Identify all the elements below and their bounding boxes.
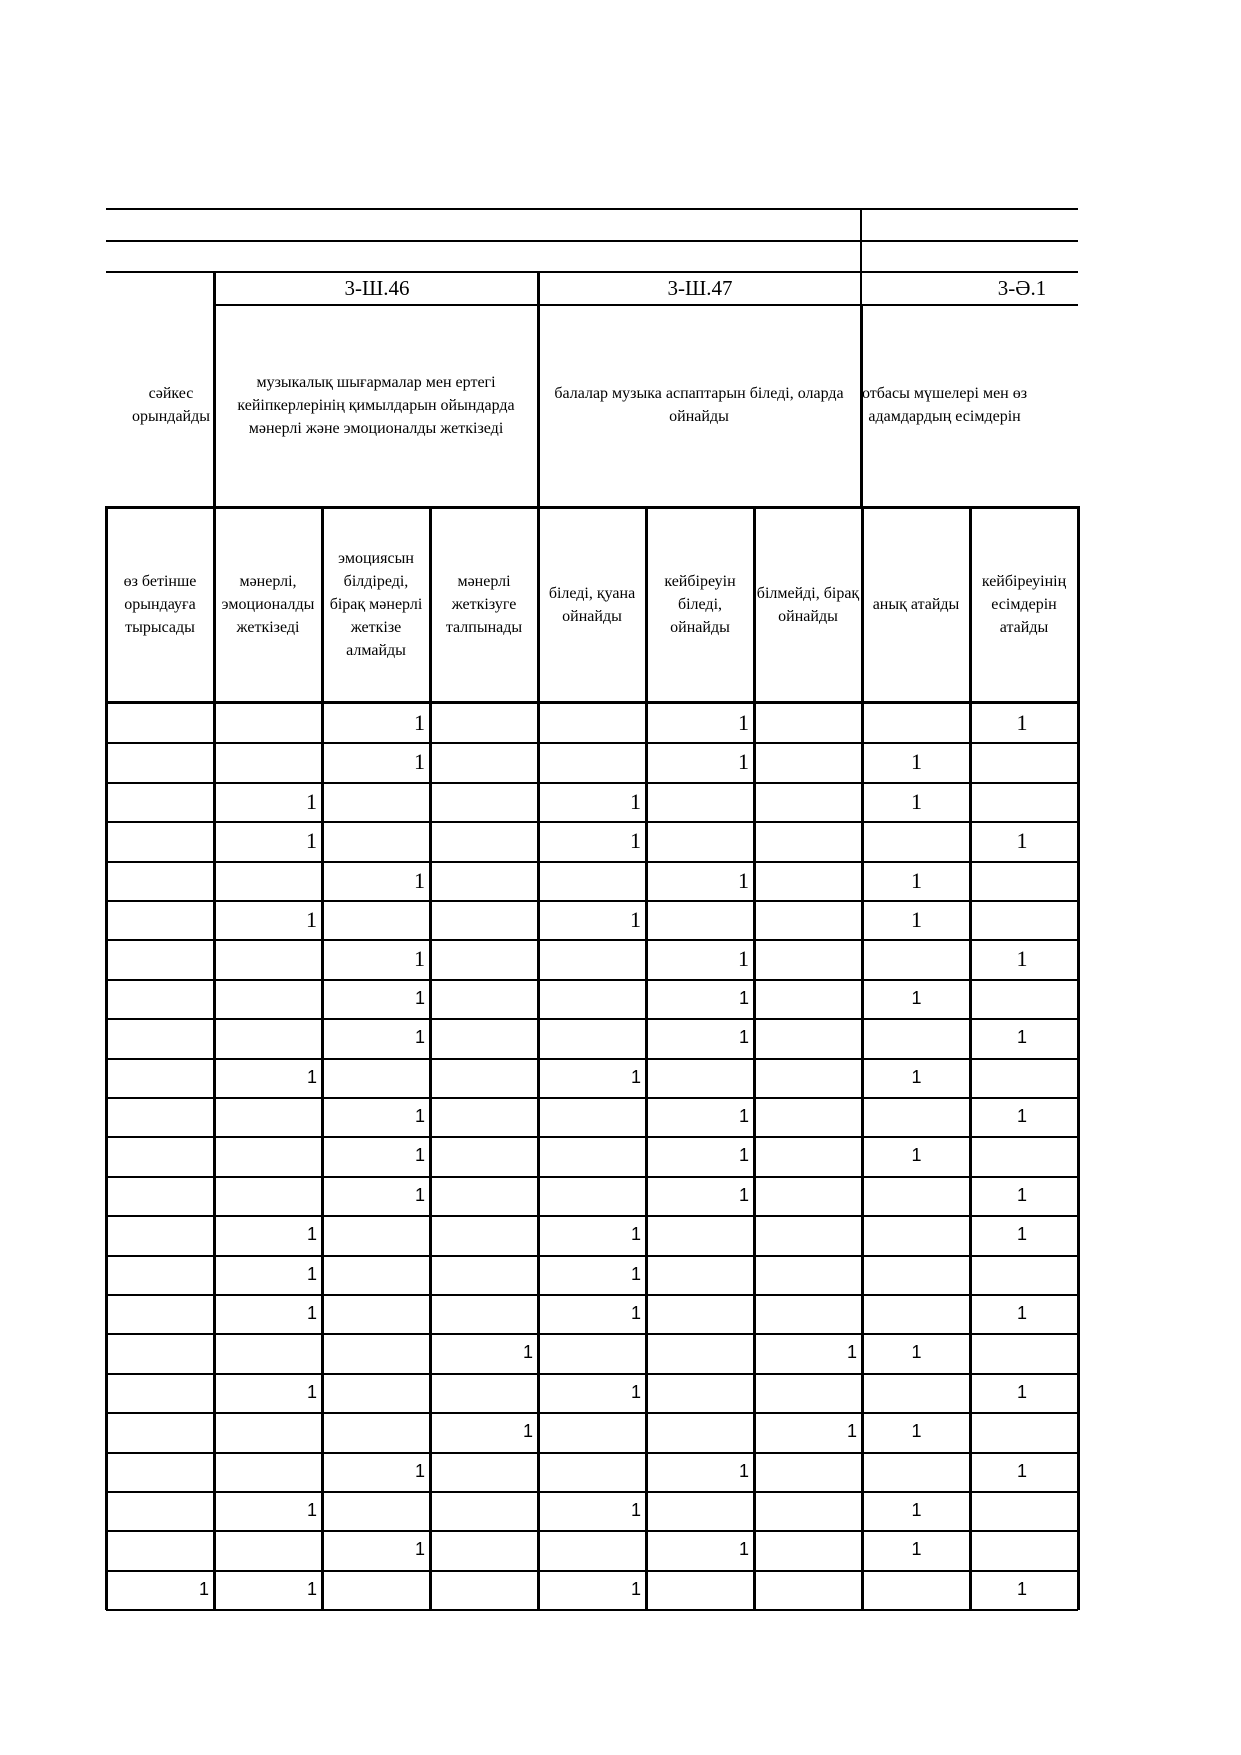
table-cell — [648, 821, 753, 860]
table-cell — [108, 703, 213, 742]
column-divider — [860, 208, 862, 304]
table-cell: 1 — [630, 1579, 641, 1599]
table-cell — [540, 1018, 645, 1057]
table-cell: 1 — [414, 1539, 425, 1559]
table-cell — [972, 1058, 1072, 1097]
table-cell — [756, 1215, 861, 1254]
table-cell — [648, 782, 753, 821]
table-cell: 1 — [846, 1421, 857, 1441]
table-cell — [864, 1176, 969, 1215]
table-cell: 1 — [414, 1185, 425, 1205]
table-cell — [540, 1136, 645, 1175]
table-cell — [324, 1412, 429, 1451]
table-cell — [864, 1373, 969, 1412]
table-cell — [540, 939, 645, 978]
table-cell — [648, 1491, 753, 1530]
table-cell — [972, 782, 1072, 821]
table-cell — [972, 1255, 1072, 1294]
table-cell — [324, 1570, 429, 1609]
table-cell: 1 — [306, 1579, 317, 1599]
group-description: отбасы мүшелері мен өз адамдардың есімдерін — [862, 385, 1028, 425]
table-cell: 1 — [911, 867, 922, 893]
table-cell — [108, 1530, 213, 1569]
table-cell — [648, 1215, 753, 1254]
table-cell: 1 — [306, 1264, 317, 1284]
table-cell — [540, 742, 645, 781]
table-cell — [324, 1373, 429, 1412]
table-cell: 1 — [738, 867, 749, 893]
table-cell: 1 — [414, 867, 425, 893]
table-cell — [432, 821, 537, 860]
table-cell — [648, 900, 753, 939]
group-code: 3-Ш.47 — [667, 276, 733, 300]
table-cell: 1 — [911, 1145, 922, 1165]
table-cell: 1 — [306, 1382, 317, 1402]
table-cell — [108, 1294, 213, 1333]
table-cell — [756, 1570, 861, 1609]
table-cell — [648, 1058, 753, 1097]
table-cell — [540, 1452, 645, 1491]
table-cell — [108, 979, 213, 1018]
table-cell — [108, 1176, 213, 1215]
table-cell — [216, 1176, 321, 1215]
header-line — [106, 271, 1078, 273]
table-cell — [972, 861, 1072, 900]
table-cell: 1 — [738, 1106, 749, 1126]
table-cell — [324, 1255, 429, 1294]
table-cell: 1 — [630, 1382, 641, 1402]
table-cell — [432, 861, 537, 900]
group-code: 3-Ш.46 — [344, 276, 410, 300]
table-cell — [648, 1412, 753, 1451]
table-cell — [432, 900, 537, 939]
table-cell — [972, 1136, 1072, 1175]
table-cell: 1 — [1016, 709, 1028, 735]
table-cell — [648, 1333, 753, 1372]
table-cell: 1 — [738, 988, 749, 1008]
table-cell — [216, 1452, 321, 1491]
table-cell — [324, 1333, 429, 1372]
table-cell — [216, 703, 321, 742]
table-cell: 1 — [630, 1224, 641, 1244]
table-cell — [108, 900, 213, 939]
table-cell — [216, 1097, 321, 1136]
column-subheader: білмейді, бірақ ойнайды — [756, 584, 860, 625]
group-description: балалар музыка аспаптарын біледі, оларда ойнайды — [554, 385, 844, 425]
table-cell — [540, 1176, 645, 1215]
group-code: 3-Ә.1 — [997, 276, 1047, 300]
table-cell: 1 — [414, 945, 425, 971]
table-cell — [108, 1215, 213, 1254]
table-cell — [756, 703, 861, 742]
table-cell — [216, 939, 321, 978]
table-cell — [756, 900, 861, 939]
table-cell — [756, 742, 861, 781]
table-cell — [432, 1136, 537, 1175]
table-cell: 1 — [630, 1067, 641, 1087]
table-cell — [108, 782, 213, 821]
table-cell: 1 — [738, 709, 749, 735]
table-cell — [756, 979, 861, 1018]
table-cell — [540, 1097, 645, 1136]
table-cell: 1 — [738, 1027, 749, 1047]
table-cell: 1 — [1016, 1382, 1027, 1402]
table-cell: 1 — [198, 1579, 209, 1599]
table-cell — [864, 703, 969, 742]
table-cell — [540, 861, 645, 900]
table-cell — [648, 1255, 753, 1294]
group-description: сәйкес орындайды — [131, 385, 210, 425]
table-cell: 1 — [738, 748, 749, 774]
table-cell — [324, 900, 429, 939]
table-cell — [108, 1412, 213, 1451]
table-cell — [540, 703, 645, 742]
table-cell: 1 — [1016, 827, 1028, 853]
table-cell — [648, 1570, 753, 1609]
column-subheader: кейбіреуінің есімдерін атайды — [981, 573, 1067, 636]
table-cell — [216, 1136, 321, 1175]
table-cell — [432, 1058, 537, 1097]
column-subheader: біледі, қуана ойнайды — [548, 584, 636, 625]
table-cell — [756, 1136, 861, 1175]
table-cell: 1 — [738, 1185, 749, 1205]
table-cell — [432, 1255, 537, 1294]
table-cell — [972, 979, 1072, 1018]
table-cell — [432, 979, 537, 1018]
table-cell — [108, 742, 213, 781]
table-cell: 1 — [1016, 1185, 1027, 1205]
table-cell: 1 — [630, 906, 641, 932]
table-cell: 1 — [630, 1264, 641, 1284]
table-cell — [432, 939, 537, 978]
table-cell — [324, 1215, 429, 1254]
table-cell — [756, 1255, 861, 1294]
table-cell — [864, 1570, 969, 1609]
table-cell: 1 — [630, 827, 641, 853]
table-cell: 1 — [911, 788, 922, 814]
table-cell — [432, 742, 537, 781]
table-cell — [864, 821, 969, 860]
table-cell: 1 — [1016, 1027, 1027, 1047]
table-cell — [108, 861, 213, 900]
table-cell: 1 — [911, 1342, 922, 1362]
table-cell — [432, 1215, 537, 1254]
table-cell: 1 — [414, 988, 425, 1008]
table-cell — [108, 1491, 213, 1530]
table-cell: 1 — [1016, 1224, 1027, 1244]
table-cell — [324, 821, 429, 860]
header-line — [106, 240, 1078, 242]
group-description: музыкалық шығармалар мен ертегі кейіпкерлерінің қимылдарын ойындарда мәнерлі және эмоционалды жеткізеді — [237, 373, 515, 437]
table-cell — [432, 1570, 537, 1609]
table-cell — [108, 1018, 213, 1057]
table-cell — [864, 1452, 969, 1491]
table-cell — [108, 939, 213, 978]
description-row — [106, 306, 1078, 506]
table-cell — [108, 1373, 213, 1412]
column-subheader: мәнерлі жеткізуге талпынады — [445, 573, 523, 636]
column-subheader: анық атайды — [872, 596, 960, 613]
table-cell — [432, 782, 537, 821]
table-cell — [108, 1136, 213, 1175]
table-cell — [108, 1255, 213, 1294]
table-cell — [216, 861, 321, 900]
table-cell: 1 — [630, 1303, 641, 1323]
table-cell — [216, 1018, 321, 1057]
table-cell: 1 — [911, 748, 922, 774]
table-cell — [216, 1333, 321, 1372]
table-cell — [972, 742, 1072, 781]
table-cell — [108, 1333, 213, 1372]
table-cell — [432, 1176, 537, 1215]
table-cell — [432, 1294, 537, 1333]
table-cell: 1 — [911, 906, 922, 932]
table-cell: 1 — [414, 1106, 425, 1126]
table-cell: 1 — [1016, 1303, 1027, 1323]
table-cell — [864, 1018, 969, 1057]
table-cell — [864, 939, 969, 978]
table-cell: 1 — [911, 1539, 922, 1559]
table-cell: 1 — [630, 788, 641, 814]
table-cell — [972, 1412, 1072, 1451]
table-cell — [648, 1373, 753, 1412]
table-cell — [756, 939, 861, 978]
table-cell — [432, 1491, 537, 1530]
table-cell: 1 — [1016, 1461, 1027, 1481]
table-cell — [324, 782, 429, 821]
table-cell: 1 — [306, 1500, 317, 1520]
table-cell — [432, 703, 537, 742]
table-cell — [756, 1491, 861, 1530]
table-cell — [864, 1097, 969, 1136]
table-cell — [324, 1294, 429, 1333]
table-cell: 1 — [911, 1067, 922, 1087]
table-cell — [108, 1097, 213, 1136]
table-cell — [756, 782, 861, 821]
table-cell: 1 — [911, 1421, 922, 1441]
table-cell — [972, 1530, 1072, 1569]
table-cell — [216, 742, 321, 781]
column-subheader: кейбіреуін біледі, ойнайды — [664, 573, 736, 636]
table-cell: 1 — [306, 788, 317, 814]
table-cell — [756, 821, 861, 860]
table-cell: 1 — [1016, 1579, 1027, 1599]
table-cell: 1 — [306, 827, 317, 853]
table-cell — [864, 1255, 969, 1294]
table-cell: 1 — [414, 1027, 425, 1047]
table-cell — [756, 861, 861, 900]
table-cell: 1 — [414, 1145, 425, 1165]
row-border — [106, 1609, 1078, 1611]
table-cell — [540, 979, 645, 1018]
table-cell — [756, 1294, 861, 1333]
table-cell — [108, 821, 213, 860]
table-cell: 1 — [846, 1342, 857, 1362]
table-cell: 1 — [414, 709, 425, 735]
table-cell — [432, 1373, 537, 1412]
table-cell: 1 — [522, 1342, 533, 1362]
table-cell — [756, 1097, 861, 1136]
table-cell — [216, 1530, 321, 1569]
table-cell — [432, 1018, 537, 1057]
column-subheader: эмоциясын білдіреді, бірақ мәнерлі жеткізе алмайды — [329, 550, 423, 659]
table-cell — [108, 1452, 213, 1491]
table-cell: 1 — [414, 748, 425, 774]
table-cell: 1 — [1016, 1106, 1027, 1126]
table-cell: 1 — [522, 1421, 533, 1441]
table-cell — [108, 1058, 213, 1097]
table-cell — [648, 1294, 753, 1333]
table-cell — [864, 1294, 969, 1333]
table-cell: 1 — [738, 1145, 749, 1165]
table-cell — [972, 1491, 1072, 1530]
table-cell — [540, 1530, 645, 1569]
table-cell: 1 — [306, 906, 317, 932]
header-line — [106, 208, 1078, 210]
table-cell: 1 — [306, 1067, 317, 1087]
table-cell — [972, 900, 1072, 939]
column-subheader: өз бетінше орындауға тырысады — [123, 573, 197, 636]
table-cell — [540, 1333, 645, 1372]
table-cell — [432, 1530, 537, 1569]
table-cell — [756, 1058, 861, 1097]
table-cell: 1 — [306, 1303, 317, 1323]
table-cell — [756, 1452, 861, 1491]
table-cell — [432, 1097, 537, 1136]
table-cell: 1 — [414, 1461, 425, 1481]
table-cell: 1 — [1016, 945, 1028, 971]
table-cell — [216, 1412, 321, 1451]
table-cell: 1 — [738, 945, 749, 971]
table-cell — [864, 1215, 969, 1254]
table-cell — [756, 1530, 861, 1569]
table-cell — [972, 1333, 1072, 1372]
table-cell — [432, 1452, 537, 1491]
table-cell: 1 — [738, 1461, 749, 1481]
table-cell — [756, 1176, 861, 1215]
table-cell: 1 — [738, 1539, 749, 1559]
table-cell — [756, 1373, 861, 1412]
table-cell — [324, 1058, 429, 1097]
table-cell: 1 — [911, 988, 922, 1008]
table-cell — [756, 1018, 861, 1057]
column-subheader: мәнерлі, эмоционалды жеткізеді — [221, 573, 315, 636]
table-cell — [216, 979, 321, 1018]
table-cell — [540, 1412, 645, 1451]
table-cell: 1 — [911, 1500, 922, 1520]
table-cell: 1 — [306, 1224, 317, 1244]
subheader-row — [106, 508, 1078, 701]
table-cell: 1 — [630, 1500, 641, 1520]
table-cell — [324, 1491, 429, 1530]
